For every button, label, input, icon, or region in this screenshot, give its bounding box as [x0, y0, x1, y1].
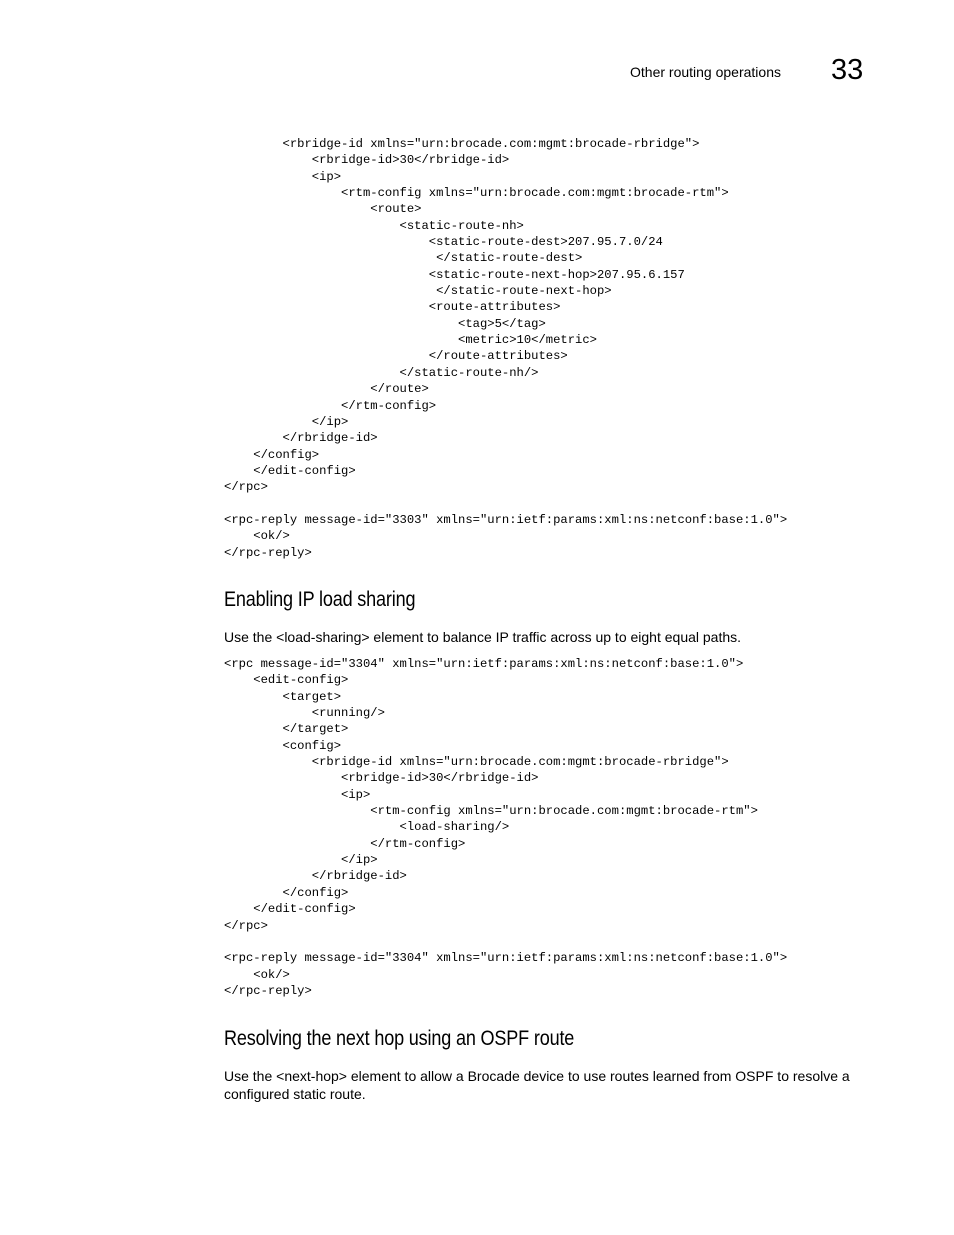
code-line: </static-route-dest>: [224, 251, 583, 266]
code-line: <ok/>: [224, 967, 290, 982]
code-line: <rtm-config xmlns="urn:brocade.com:mgmt:brocade-rtm">: [224, 186, 729, 201]
code-line: </rpc>: [224, 480, 268, 495]
code-line: </static-route-next-hop>: [224, 284, 612, 299]
code-line: <tag>5</tag>: [224, 316, 546, 331]
code-line: </rpc-reply>: [224, 545, 312, 560]
code-line: </ip>: [224, 414, 349, 429]
code-line: </edit-config>: [224, 463, 356, 478]
code-line: <static-route-nh>: [224, 218, 524, 233]
code-line: </edit-config>: [224, 902, 356, 917]
code-line: <rpc-reply message-id="3304" xmlns="urn:ietf:params:xml:ns:netconf:base:1.0">: [224, 951, 788, 966]
code-line: </rpc-reply>: [224, 983, 312, 998]
code-line: <rpc-reply message-id="3303" xmlns="urn:ietf:params:xml:ns:netconf:base:1.0">: [224, 512, 788, 527]
section-paragraph-ospf-next-hop: Use the <next-hop> element to allow a Brocade device to use routes learned from OSPF to resolve a configured static route.: [224, 1068, 850, 1102]
code-line: [224, 934, 787, 950]
code-line: </rpc>: [224, 918, 268, 933]
code-line: <route-attributes>: [224, 300, 561, 315]
code-line: <metric>10</metric>: [224, 333, 597, 348]
code-line: </rbridge-id>: [224, 431, 378, 446]
code-line: <route>: [224, 202, 422, 217]
code-line: </config>: [224, 447, 320, 462]
code-line: <target>: [224, 689, 342, 704]
code-line: </ip>: [224, 853, 378, 868]
code-line: <ip>: [224, 787, 371, 802]
code-line: <rbridge-id xmlns="urn:brocade.com:mgmt:brocade-rbridge">: [224, 755, 729, 770]
code-line: <rpc message-id="3304" xmlns="urn:ietf:params:xml:ns:netconf:base:1.0">: [224, 657, 744, 671]
code-line: <ip>: [224, 169, 342, 184]
code-line: </route>: [224, 382, 429, 397]
code-line: </static-route-nh/>: [224, 365, 539, 380]
section-heading-ospf-next-hop: Resolving the next hop using an OSPF route: [224, 1027, 575, 1050]
section-heading-load-sharing: Enabling IP load sharing: [224, 588, 416, 611]
code-line: <ok/>: [224, 529, 290, 544]
code-line: <config>: [224, 738, 342, 753]
code-line: </rbridge-id>: [224, 869, 407, 884]
code-line: <rbridge-id>30</rbridge-id>: [224, 771, 539, 786]
code-line: <rbridge-id xmlns="urn:brocade.com:mgmt:brocade-rbridge">: [224, 137, 700, 151]
code-line: </config>: [224, 885, 349, 900]
code-line: <load-sharing/>: [224, 820, 510, 835]
code-line: <static-route-dest>207.95.7.0/24: [224, 235, 663, 250]
chapter-number: 33: [831, 54, 864, 86]
code-line: </target>: [224, 722, 349, 737]
code-line: <running/>: [224, 706, 385, 721]
code-line: <rbridge-id>30</rbridge-id>: [224, 153, 510, 168]
code-line: <edit-config>: [224, 673, 349, 688]
code-line: [224, 496, 787, 512]
code-line: <rtm-config xmlns="urn:brocade.com:mgmt:brocade-rtm">: [224, 804, 758, 819]
section-paragraph-load-sharing: Use the <load-sharing> element to balance IP traffic across up to eight equal paths.: [224, 629, 742, 645]
code-line: </route-attributes>: [224, 349, 568, 364]
code-line: <static-route-next-hop>207.95.6.157: [224, 267, 685, 282]
code-block-load-sharing: [224, 656, 787, 999]
running-header-title: Other routing operations: [630, 64, 781, 80]
code-line: </rtm-config>: [224, 398, 437, 413]
code-line: </rtm-config>: [224, 836, 466, 851]
code-block-static-route: [224, 136, 787, 561]
